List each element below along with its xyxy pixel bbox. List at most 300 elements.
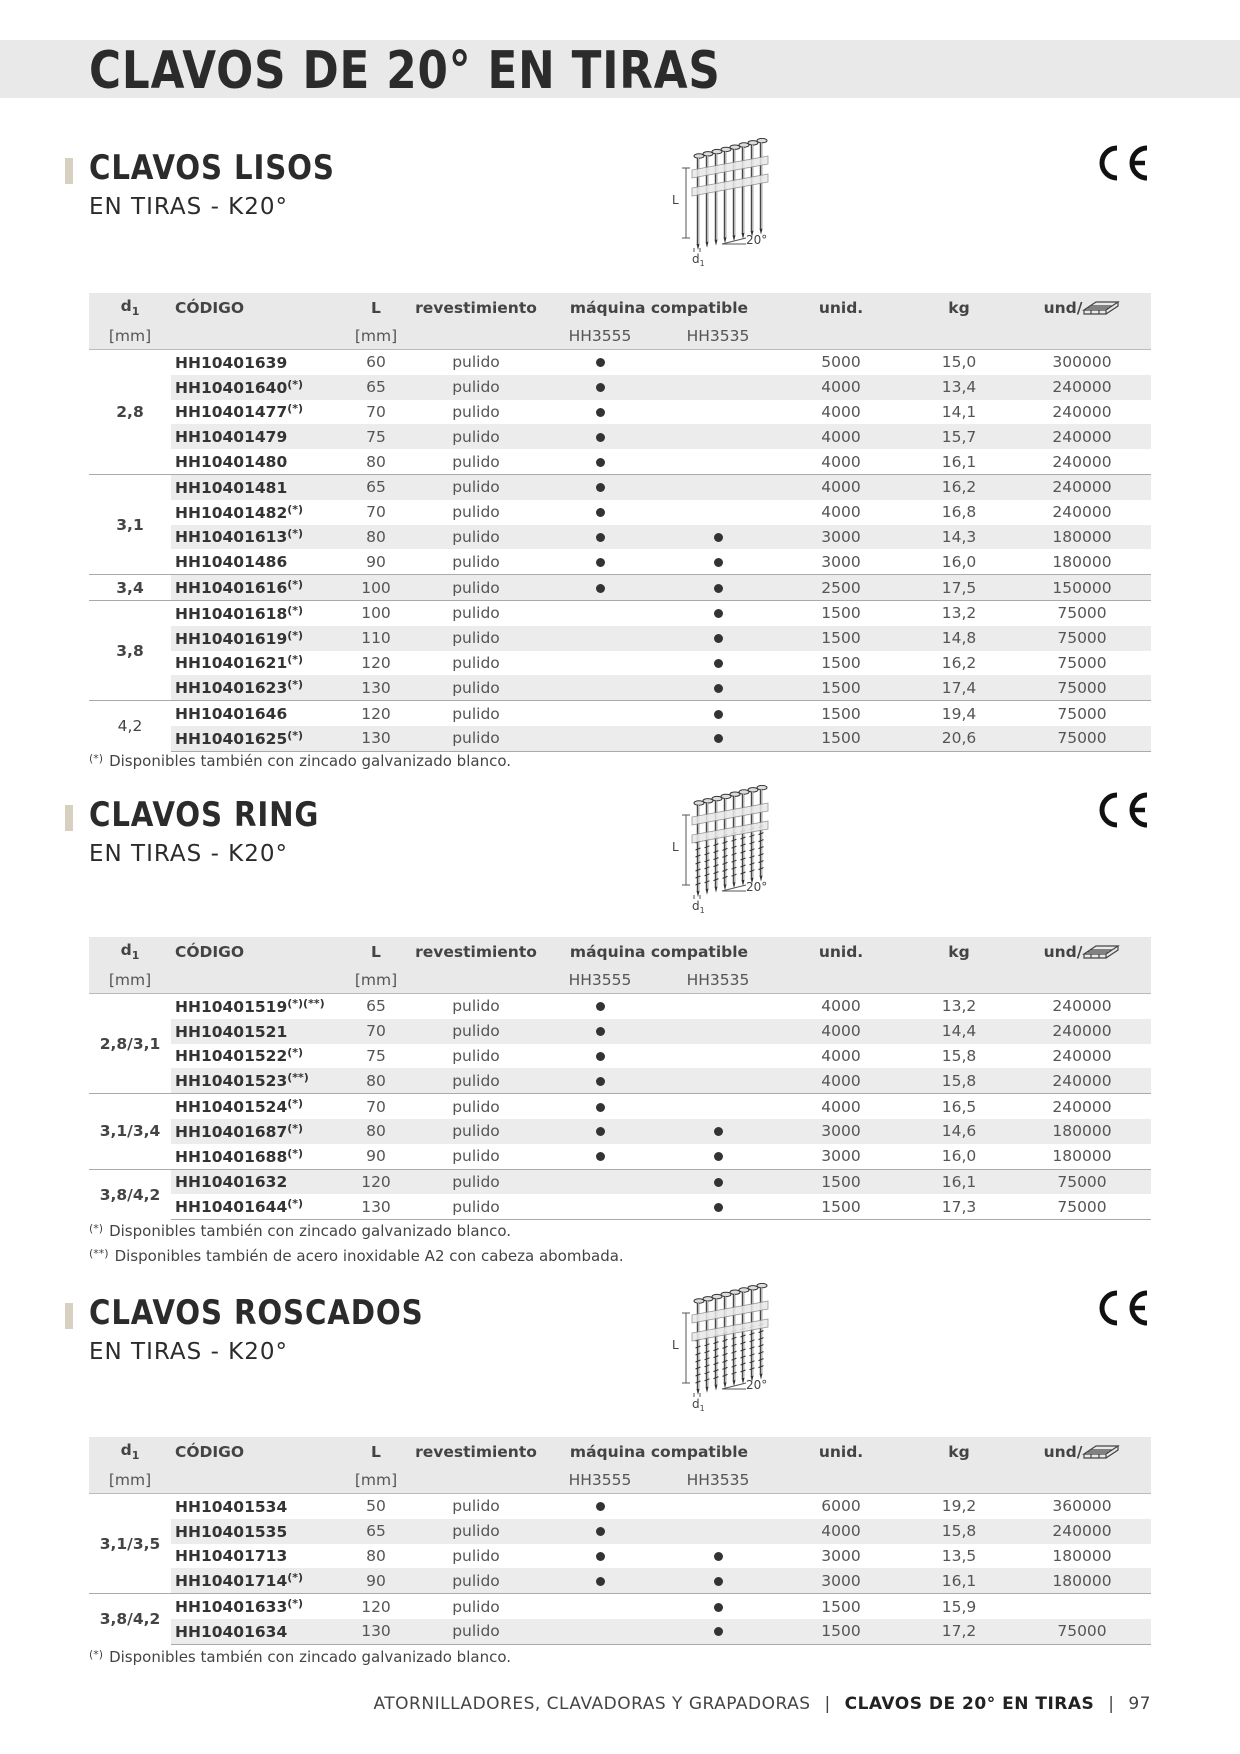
compatible-dot-icon (714, 659, 723, 668)
kg-cell: 17,4 (905, 675, 1013, 700)
coating-cell: pulido (452, 353, 500, 372)
code-cell: HH10401646 (171, 701, 341, 726)
header-d1-unit: [mm] (89, 323, 171, 350)
machine-b-cell (659, 375, 777, 400)
compatible-dot-icon (714, 1603, 723, 1612)
table-row (89, 726, 1151, 751)
section-accent-bar (65, 158, 73, 184)
diameter-cell: 3,1 (89, 474, 171, 574)
pallet-units-cell: 240000 (1013, 1068, 1151, 1093)
machine-b-cell (659, 1068, 777, 1093)
header-machine-b: HH3535 (659, 967, 777, 994)
page-footer (373, 1694, 1151, 1714)
coating-cell: pulido (411, 474, 541, 499)
code-cell: HH10401714(*) (171, 1568, 341, 1593)
compatible-dot-icon (596, 358, 605, 367)
diameter-cell: 3,8 (89, 600, 171, 700)
pallet-units-cell: 75000 (1057, 653, 1107, 672)
header-machine-a: HH3555 (541, 967, 659, 994)
compatible-dot-icon (714, 1152, 723, 1161)
code-cell: HH10401616(*) (171, 575, 341, 601)
machine-a-cell (541, 1519, 659, 1544)
figure-L-label: L (672, 1338, 679, 1352)
machine-b-cell (659, 1568, 777, 1593)
nail-strip-figure (672, 138, 792, 273)
figure-angle-label: 20° (746, 1378, 768, 1392)
coating-cell: pulido (452, 452, 500, 471)
header-d1: $d_1$ (89, 1437, 171, 1467)
kg-cell: 16,1 (905, 1568, 1013, 1593)
units-cell: 3000 (821, 552, 861, 571)
machine-b-cell (659, 500, 777, 525)
machine-b-cell (659, 474, 777, 499)
units-cell: 1500 (777, 600, 905, 625)
machine-a-cell (541, 449, 659, 474)
compatible-dot-icon (596, 1152, 605, 1161)
header-unid: unid. (777, 937, 905, 967)
length-cell: 130 (341, 726, 411, 751)
table-row (89, 701, 1151, 726)
length-cell: 110 (341, 626, 411, 651)
coating-cell: pulido (411, 626, 541, 651)
machine-b-cell (659, 1119, 777, 1144)
table-row (89, 1068, 1151, 1093)
coating-cell: pulido (411, 701, 541, 726)
units-cell: 4000 (821, 1046, 861, 1065)
units-cell: 3000 (777, 525, 905, 550)
diameter-cell: 3,8/4,2 (89, 1594, 171, 1645)
code-cell: HH10401618(*) (171, 600, 341, 625)
nail-strip-figure (672, 785, 792, 920)
machine-b-cell (659, 1594, 777, 1619)
units-cell: 4000 (777, 474, 905, 499)
pallet-icon (1082, 1443, 1120, 1461)
table-row (89, 675, 1151, 700)
length-cell: 130 (341, 675, 411, 700)
units-cell: 4000 (821, 997, 861, 1016)
code-cell: HH10401640(*) (171, 375, 341, 400)
compatible-dot-icon (596, 1577, 605, 1586)
kg-cell: 20,6 (905, 726, 1013, 751)
units-cell: 4000 (777, 1068, 905, 1093)
pallet-units-cell: 180000 (1013, 1568, 1151, 1593)
pallet-units-cell: 240000 (1013, 1519, 1151, 1544)
compatible-dot-icon (596, 558, 605, 567)
machine-b-cell (659, 449, 777, 474)
code-cell: HH10401482(*) (175, 502, 304, 522)
length-cell: 70 (366, 402, 386, 421)
table-row (89, 1544, 1151, 1569)
code-cell: HH10401519(*)(**) (175, 996, 325, 1016)
spec-table (89, 937, 1151, 1220)
compatible-dot-icon (714, 734, 723, 743)
compatible-dot-icon (596, 584, 605, 593)
section-subtitle: EN TIRAS - K20° (89, 1339, 289, 1365)
length-cell: 75 (341, 424, 411, 449)
units-cell: 1500 (777, 675, 905, 700)
machine-a-cell (541, 1494, 659, 1519)
machine-b-cell (659, 1144, 777, 1169)
length-cell: 90 (366, 1147, 386, 1166)
coating-cell: pulido (411, 1194, 541, 1219)
pallet-units-cell: 180000 (1052, 1147, 1112, 1166)
compatible-dot-icon (714, 1178, 723, 1187)
machine-b-cell (659, 1194, 777, 1219)
table-row (89, 1194, 1151, 1219)
compatible-dot-icon (596, 1527, 605, 1536)
length-cell: 65 (341, 474, 411, 499)
coating-cell: pulido (411, 575, 541, 601)
pallet-units-cell: 240000 (1052, 997, 1112, 1016)
units-cell: 5000 (821, 353, 861, 372)
header-L-unit: [mm] (341, 967, 411, 994)
compatible-dot-icon (596, 383, 605, 392)
footnote: (*) Disponibles también con zincado galvanizado blanco. (89, 1647, 512, 1666)
code-cell: HH10401521 (171, 1019, 341, 1044)
length-cell: 80 (341, 1119, 411, 1144)
units-cell: 4000 (821, 402, 861, 421)
kg-cell: 14,3 (905, 525, 1013, 550)
code-cell: HH10401613(*) (171, 525, 341, 550)
table-row (89, 1594, 1151, 1619)
header-code: CÓDIGO (171, 937, 341, 967)
pallet-units-cell: 75000 (1013, 1169, 1151, 1194)
units-cell: 1500 (821, 653, 861, 672)
length-cell: 70 (341, 1094, 411, 1119)
section-accent-bar (65, 1303, 73, 1329)
machine-a-cell (541, 994, 659, 1019)
length-cell: 80 (366, 452, 386, 471)
units-cell: 2500 (777, 575, 905, 601)
figure-L-label: L (672, 193, 679, 207)
machine-a-cell (541, 726, 659, 751)
table-row (89, 1019, 1151, 1044)
machine-b-cell (659, 675, 777, 700)
footnote: (*) Disponibles también con zincado galvanizado blanco. (89, 751, 512, 770)
compatible-dot-icon (714, 609, 723, 618)
machine-b-cell (659, 525, 777, 550)
length-cell: 100 (341, 575, 411, 601)
machine-a-cell (541, 1068, 659, 1093)
machine-b-cell (659, 701, 777, 726)
section-title: CLAVOS ROSCADOS (89, 1293, 424, 1333)
units-cell: 1500 (777, 1194, 905, 1219)
table-row (89, 1144, 1151, 1169)
pallet-units-cell: 75000 (1013, 1194, 1151, 1219)
header-L-unit: [mm] (341, 1467, 411, 1494)
coating-cell: pulido (452, 653, 500, 672)
pallet-units-cell: 300000 (1052, 353, 1112, 372)
code-cell: HH10401632 (171, 1169, 341, 1194)
coating-cell: pulido (411, 424, 541, 449)
table-row (89, 1094, 1151, 1119)
section-accent-bar (65, 805, 73, 831)
machine-a-cell (541, 600, 659, 625)
header-machine-a: HH3555 (541, 323, 659, 350)
pallet-units-cell: 150000 (1013, 575, 1151, 601)
compatible-dot-icon (596, 1077, 605, 1086)
compatible-dot-icon (714, 710, 723, 719)
compatible-dot-icon (714, 558, 723, 567)
header-und-pallet: und/ (1013, 937, 1151, 967)
compatible-dot-icon (714, 533, 723, 542)
kg-cell: 13,5 (941, 1546, 977, 1565)
code-cell: HH10401623(*) (171, 675, 341, 700)
machine-b-cell (659, 1519, 777, 1544)
length-cell: 65 (341, 1519, 411, 1544)
coating-cell: pulido (411, 1568, 541, 1593)
machine-a-cell (541, 675, 659, 700)
table-row (89, 1519, 1151, 1544)
footer-category: ATORNILLADORES, CLAVADORAS Y GRAPADORAS (373, 1694, 811, 1714)
figure-angle-label: 20° (746, 233, 768, 247)
header-machine: máquina compatible (541, 937, 777, 967)
footnote: (**) Disponibles también de acero inoxidable A2 con cabeza abombada. (89, 1247, 624, 1266)
coating-cell: pulido (411, 675, 541, 700)
kg-cell: 17,5 (905, 575, 1013, 601)
machine-a-cell (541, 1094, 659, 1119)
code-cell: HH10401688(*) (175, 1146, 304, 1166)
compatible-dot-icon (596, 408, 605, 417)
kg-cell: 16,0 (941, 552, 977, 571)
table-row (89, 651, 1151, 676)
machine-a-cell (541, 575, 659, 601)
length-cell: 80 (341, 525, 411, 550)
length-cell: 75 (366, 1046, 386, 1065)
table-row (89, 1044, 1151, 1069)
kg-cell: 17,3 (905, 1194, 1013, 1219)
table-row (89, 1619, 1151, 1644)
code-cell: HH10401644(*) (171, 1194, 341, 1219)
header-machine: máquina compatible (541, 1437, 777, 1467)
code-cell: HH10401479 (171, 424, 341, 449)
machine-b-cell (659, 1019, 777, 1044)
header-kg: kg (905, 937, 1013, 967)
pallet-units-cell: 240000 (1013, 1019, 1151, 1044)
kg-cell: 14,6 (905, 1119, 1013, 1144)
pallet-units-cell: 75000 (1013, 675, 1151, 700)
figure-d-label: $d_1$ (692, 899, 705, 915)
units-cell: 1500 (777, 1594, 905, 1619)
compatible-dot-icon (596, 508, 605, 517)
coating-cell: pulido (452, 1546, 500, 1565)
coating-cell: pulido (411, 600, 541, 625)
pallet-icon (1082, 299, 1120, 317)
code-cell: HH10401713 (175, 1547, 288, 1566)
compatible-dot-icon (596, 1127, 605, 1136)
machine-a-cell (541, 424, 659, 449)
footer-section: CLAVOS DE 20° EN TIRAS (844, 1694, 1095, 1714)
machine-b-cell (659, 549, 777, 574)
compatible-dot-icon (596, 483, 605, 492)
machine-a-cell (541, 651, 659, 676)
kg-cell: 16,8 (941, 503, 977, 522)
figure-d-label: $d_1$ (692, 252, 705, 268)
machine-a-cell (541, 1119, 659, 1144)
pallet-units-cell: 240000 (1013, 375, 1151, 400)
kg-cell: 19,4 (905, 701, 1013, 726)
machine-a-cell (541, 400, 659, 425)
machine-a-cell (541, 1568, 659, 1593)
pallet-units-cell: 75000 (1013, 1619, 1151, 1644)
code-cell: HH10401621(*) (175, 653, 304, 673)
machine-b-cell (659, 424, 777, 449)
length-cell: 120 (341, 1169, 411, 1194)
kg-cell: 15,9 (905, 1594, 1013, 1619)
coating-cell: pulido (452, 1497, 500, 1516)
code-cell: HH10401619(*) (171, 626, 341, 651)
machine-a-cell (541, 1144, 659, 1169)
kg-cell: 19,2 (941, 1497, 977, 1516)
compatible-dot-icon (596, 1552, 605, 1561)
pallet-units-cell (1013, 1594, 1151, 1619)
kg-cell: 13,2 (905, 600, 1013, 625)
code-cell: HH10401477(*) (175, 402, 304, 422)
compatible-dot-icon (596, 433, 605, 442)
length-cell: 120 (341, 1594, 411, 1619)
table-row (89, 525, 1151, 550)
kg-cell: 13,2 (941, 997, 977, 1016)
header-d1: $d_1$ (89, 937, 171, 967)
length-cell: 120 (361, 653, 391, 672)
figure-angle-label: 20° (746, 880, 768, 894)
units-cell: 3000 (821, 1546, 861, 1565)
machine-a-cell (541, 701, 659, 726)
section-subtitle: EN TIRAS - K20° (89, 194, 289, 220)
header-d1-unit: [mm] (89, 1467, 171, 1494)
code-cell: HH10401639 (175, 353, 288, 372)
header-code: CÓDIGO (171, 293, 341, 323)
table-row (89, 1494, 1151, 1519)
length-cell: 65 (366, 997, 386, 1016)
units-cell: 4000 (821, 503, 861, 522)
length-cell: 100 (341, 600, 411, 625)
kg-cell: 15,8 (941, 1046, 977, 1065)
kg-cell: 15,0 (941, 353, 977, 372)
machine-b-cell (659, 1169, 777, 1194)
compatible-dot-icon (596, 1502, 605, 1511)
units-cell: 3000 (821, 1147, 861, 1166)
header-kg: kg (905, 1437, 1013, 1467)
header-machine-b: HH3535 (659, 1467, 777, 1494)
coating-cell: pulido (452, 402, 500, 421)
units-cell: 1500 (777, 626, 905, 651)
footnote: (*) Disponibles también con zincado galvanizado blanco. (89, 1222, 512, 1241)
units-cell: 1500 (777, 1619, 905, 1644)
length-cell: 130 (341, 1619, 411, 1644)
kg-cell: 16,0 (941, 1147, 977, 1166)
compatible-dot-icon (596, 1052, 605, 1061)
machine-b-cell (659, 994, 777, 1019)
table-row (89, 375, 1151, 400)
length-cell: 65 (341, 375, 411, 400)
table-row (89, 424, 1151, 449)
table-row (89, 575, 1151, 601)
header-d1-unit: [mm] (89, 967, 171, 994)
header-und-pallet: und/ (1013, 293, 1151, 323)
header-coating: revestimiento (411, 293, 541, 323)
units-cell: 6000 (821, 1497, 861, 1516)
ce-mark-icon (1095, 142, 1151, 184)
code-cell: HH10401480 (175, 453, 288, 472)
compatible-dot-icon (714, 584, 723, 593)
machine-b-cell (659, 400, 777, 425)
units-cell: 1500 (777, 1169, 905, 1194)
length-cell: 90 (366, 552, 386, 571)
units-cell: 4000 (777, 1519, 905, 1544)
coating-cell: pulido (452, 552, 500, 571)
coating-cell: pulido (411, 375, 541, 400)
header-und-pallet: und/ (1013, 1437, 1151, 1467)
length-cell: 50 (366, 1497, 386, 1516)
figure-L-label: L (672, 840, 679, 854)
machine-a-cell (541, 1044, 659, 1069)
units-cell: 4000 (777, 375, 905, 400)
pallet-units-cell: 240000 (1013, 1094, 1151, 1119)
header-machine-a: HH3555 (541, 1467, 659, 1494)
coating-cell: pulido (452, 503, 500, 522)
code-cell: HH10401534 (175, 1497, 288, 1516)
compatible-dot-icon (596, 1103, 605, 1112)
kg-cell: 15,8 (905, 1519, 1013, 1544)
kg-cell: 16,2 (941, 653, 977, 672)
machine-a-cell (541, 1544, 659, 1569)
diameter-cell: 2,8/3,1 (89, 994, 171, 1094)
compatible-dot-icon (596, 458, 605, 467)
units-cell: 3000 (777, 1568, 905, 1593)
units-cell: 4000 (777, 424, 905, 449)
table-row (89, 1568, 1151, 1593)
diameter-cell: 2,8 (89, 350, 171, 475)
coating-cell: pulido (411, 1068, 541, 1093)
units-cell: 3000 (777, 1119, 905, 1144)
table-row (89, 474, 1151, 499)
coating-cell: pulido (411, 1119, 541, 1144)
kg-cell: 16,1 (905, 1169, 1013, 1194)
header-machine-b: HH3535 (659, 323, 777, 350)
pallet-units-cell: 240000 (1013, 474, 1151, 499)
diameter-cell: 3,1/3,4 (89, 1094, 171, 1169)
page-title: CLAVOS DE 20° EN TIRAS (89, 41, 721, 101)
length-cell: 70 (366, 503, 386, 522)
section-title: CLAVOS LISOS (89, 148, 335, 188)
length-cell: 90 (341, 1568, 411, 1593)
pallet-units-cell: 240000 (1052, 452, 1112, 471)
code-cell: HH10401625(*) (171, 726, 341, 751)
footer-separator-2: | (1108, 1694, 1115, 1714)
table-row (89, 400, 1151, 425)
diameter-cell: 3,4 (89, 575, 171, 601)
code-cell: HH10401633(*) (171, 1594, 341, 1619)
code-cell: HH10401486 (175, 553, 288, 572)
machine-b-cell (659, 651, 777, 676)
coating-cell: pulido (411, 1094, 541, 1119)
machine-b-cell (659, 575, 777, 601)
compatible-dot-icon (714, 1127, 723, 1136)
pallet-icon (1082, 943, 1120, 961)
kg-cell: 15,7 (905, 424, 1013, 449)
coating-cell: pulido (411, 1619, 541, 1644)
header-unid: unid. (777, 293, 905, 323)
pallet-units-cell: 75000 (1013, 726, 1151, 751)
units-cell: 1500 (777, 701, 905, 726)
header-L-unit: [mm] (341, 323, 411, 350)
header-L: L (341, 293, 411, 323)
header-machine: máquina compatible (541, 293, 777, 323)
section-title: CLAVOS RING (89, 795, 320, 835)
compatible-dot-icon (596, 1027, 605, 1036)
code-cell: HH10401523(**) (171, 1068, 341, 1093)
